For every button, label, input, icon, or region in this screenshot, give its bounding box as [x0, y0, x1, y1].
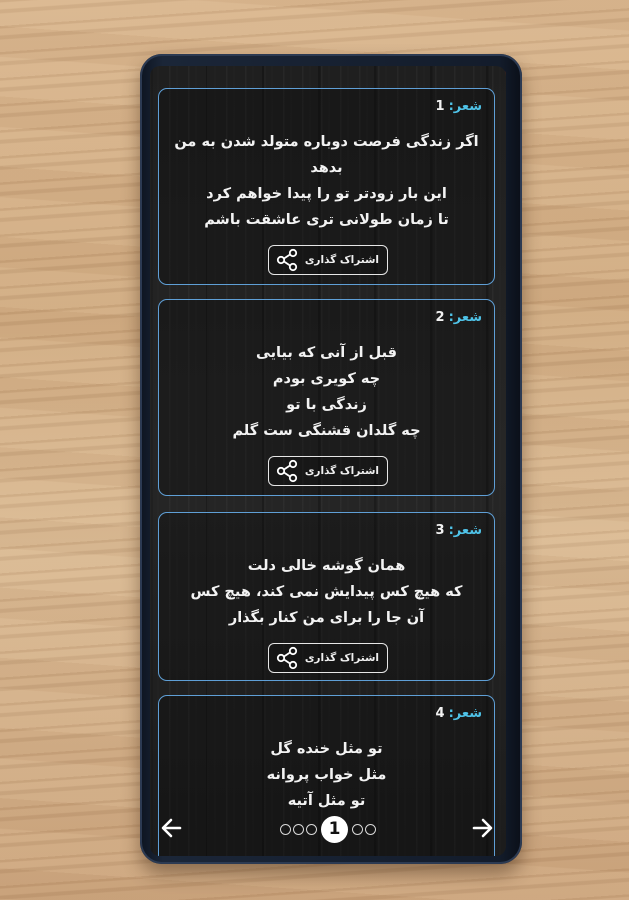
page-dot[interactable] [352, 824, 363, 835]
poem-line: تا زمان طولانی تری عاشقت باشم [204, 212, 449, 228]
poem-number: 2 [435, 310, 445, 325]
poem-label: شعر: [448, 99, 482, 114]
poem-card-2 [158, 299, 495, 496]
poem-line: تو مثل آتیه [287, 793, 366, 809]
poem-label: شعر: [448, 310, 482, 325]
poem-line: همان گوشه خالی دلت [247, 558, 406, 574]
share-button[interactable] [268, 456, 388, 486]
poem-number: 3 [435, 523, 445, 538]
poem-text [159, 736, 494, 814]
arrow-left-icon [158, 814, 186, 842]
share-label: اشتراک گذاری [304, 465, 379, 477]
poem-line: قبل از آنی که بیایی [255, 345, 398, 361]
share-label: اشتراک گذاری [304, 652, 379, 664]
share-button[interactable] [268, 245, 388, 275]
share-icon [275, 248, 299, 272]
poem-line: که هیچ کس پیدایش نمی کند، هیچ کس [190, 584, 463, 600]
poem-text [159, 553, 494, 631]
share-icon [275, 459, 299, 483]
poem-card-3 [158, 512, 495, 681]
poem-line: مثل خواب پروانه [266, 767, 387, 783]
poem-line: چه گلدان قشنگی ست گلم [232, 423, 421, 439]
poem-line: چه کویری بودم [272, 371, 381, 387]
current-page[interactable]: 1 [321, 816, 348, 843]
share-icon [275, 646, 299, 670]
next-page-button[interactable] [468, 814, 496, 842]
poem-label: شعر: [448, 523, 482, 538]
prev-page-button[interactable] [158, 814, 186, 842]
poem-line: زندگی با تو [286, 397, 367, 413]
poem-number: 1 [435, 99, 445, 114]
poem-number: 4 [435, 706, 445, 721]
arrow-right-icon [468, 814, 496, 842]
poem-text [159, 129, 494, 233]
poem-header [436, 523, 482, 538]
poem-header [436, 310, 482, 325]
poem-label: شعر: [448, 706, 482, 721]
pager-bar [150, 808, 506, 856]
page-dot[interactable] [365, 824, 376, 835]
share-button[interactable] [268, 643, 388, 673]
poem-line: آن جا را برای من کنار بگذار [228, 610, 425, 626]
share-label: اشتراک گذاری [304, 254, 379, 266]
poem-header [436, 99, 482, 114]
page-dot[interactable] [306, 824, 317, 835]
poem-text [159, 340, 494, 444]
page-dot[interactable] [293, 824, 304, 835]
page-dot[interactable] [280, 824, 291, 835]
poem-line: تو مثل خنده گل [270, 741, 383, 757]
app-screen [150, 66, 506, 856]
poem-header [436, 706, 482, 721]
page-indicator [268, 814, 388, 844]
poem-line: این بار زودتر تو را پیدا خواهم کرد [206, 186, 447, 202]
poem-line: اگر زندگی فرصت دوباره متولد شدن به من [174, 134, 479, 150]
poem-card-1 [158, 88, 495, 285]
poem-line: بدهد [310, 160, 343, 176]
